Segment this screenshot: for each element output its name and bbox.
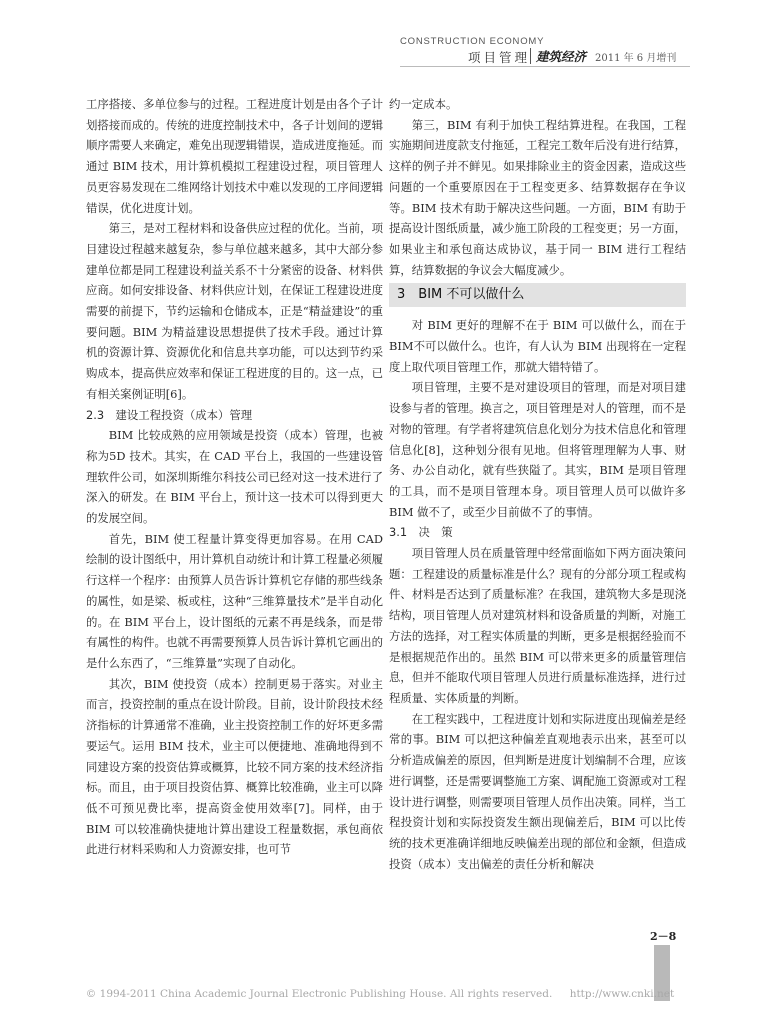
running-header: [400, 36, 690, 70]
right-column: [389, 94, 686, 874]
paragraph: 第三，BIM 有利于加快工程结算进程。在我国，工程实施期间进度款支付拖延，工程完工数年后没有进行结算，这样的例子并不鲜见。如果排除业主的资金因素，造成这些问题的一个重要原因在于工程变更多、结算数据存在争议等。BIM 技术有助于解决这些问题。一方面，BIM 有助于提高设计图纸质量，减少施工阶段的工程变更；另一方面，如果业主和承包商达成协议，基于同一 BIM 进行工程结算，结算数据的争议会大幅度减少。: [389, 117, 686, 277]
footer-url: http://www.cnki.net: [569, 988, 675, 1000]
copyright-footer: [0, 988, 760, 1000]
paragraph: 约一定成本。: [389, 97, 458, 111]
left-column: [86, 94, 383, 860]
paragraph: BIM 比较成熟的应用领域是投资（成本）管理，也被称为5D 技术。其实，在 CAD 平台上，我国的一些建设管理软件公司，如深圳斯维尔科技公司已经对这一技术进行了深入的研发。在 BIM 平台上，预计这一技术可以得到更大的发展空间。: [86, 428, 383, 526]
copyright-text: © 1994-2011 China Academic Journal Electronic Publishing House. All rights reserved.: [85, 988, 553, 1000]
subsection-heading: 2.3 建设工程投资（成本）管理: [86, 407, 253, 422]
issue-date: 2011 年 6 月增刊: [595, 53, 677, 64]
paragraph: 项目管理人员在质量管理中经常面临如下两方面决策问题：工程建设的质量标准是什么？现有的分部分项工程或构件、材料是否达到了质量标准？在我国，建筑物大多是现浇结构，项目管理人员对建筑材料和设备质量的判断，对施工方法的选择，对工程实体质量的判断，更多是根据经验而不是根据规范作出的。虽然 BIM 可以带来更多的质量管理信息，但并不能取代项目管理人员进行质量标准选择，进行过程质量、实体质量的判断。: [389, 546, 686, 705]
journal-logo: 建筑经济: [536, 49, 587, 64]
paragraph: 其次，BIM 使投资（成本）控制更易于落实。对业主而言，投资控制的重点在设计阶段。目前，设计阶段技术经济指标的计算通常不准确，业主投资控制工作的好坏更多需要运气。运用 BIM 技术，业主可以便捷地、准确地得到不同建设方案的投资估算或概算，比较不同方案的技术经济指标。而且，由于项目投资估算、概算比较准确，业主可以降低不可预见费比率，提高资金使用效率[7]。同样，由于 BIM 可以较准确快捷地计算出建设工程量数据，承包商依此进行材料采购和人力资源安排，也可节: [86, 676, 383, 857]
paragraph: 工序搭接、多单位参与的过程。工程进度计划是由各个子计划搭接而成的。传统的进度控制技术中，各子计划间的逻辑顺序需要人来确定，难免出现逻辑错误，造成进度拖延。而通过 BIM 技术，用计算机模拟工程建设过程，项目管理人员更容易发现在二维网络计划技术中难以发现的工序间逻辑错误，优化进度计划。: [86, 97, 383, 215]
paragraph: 在工程实践中，工程进度计划和实际进度出现偏差是经常的事。BIM 可以把这种偏差直观地表示出来，甚至可以分析造成偏差的原因，但判断是进度计划编制不合理，应该进行调整，还是需要调整施工方案、调配施工资源或对工程设计进行调整，则需要项目管理人员作出决策。同样，当工程投资计划和实际投资发生额出现偏差后，BIM 可以比传统的技术更准确详细地反映偏差出现的部位和金额，但造成投资（成本）支出偏差的责任分析和解决: [389, 711, 686, 871]
paragraph: 对 BIM 更好的理解不在于 BIM 可以做什么，而在于BIM不可以做什么。也许，有人认为 BIM 出现将在一定程度上取代项目管理工作，那就大错特错了。: [389, 318, 686, 374]
paragraph: 项目管理，主要不是对建设项目的管理，而是对项目建设参与者的管理。换言之，项目管理是对人的管理，而不是对物的管理。有学者将建筑信息化划分为技术信息化和管理信息化[8]，这种划分很有见地。但将管理理解为人事、财务、办公自动化，就有些狭隘了。其实，BIM 是项目管理的工具，而不是项目管理本身。项目管理人员可以做许多BIM 做不了，或至少目前做不了的事情。: [389, 380, 686, 519]
paragraph: 第三，是对工程材料和设备供应过程的优化。当前，项目建设过程越来越复杂，参与单位越来越多，其中大部分参建单位都是同工程建设利益关系不十分紧密的设备、材料供应商。如何安排设备、材料供应计划，在保证工程建设进度需要的前提下，节约运输和仓储成本，正是“精益建设”的重要问题。BIM 为精益建设思想提供了技术手段。通过计算机的资源计算、资源优化和信息共享功能，可以达到节约采购成本，提高供应效率和保证工程进度的目的。这一点，已有相关案例证明[6]。: [86, 221, 383, 401]
subsection-heading: 3.1 决 策: [389, 525, 453, 540]
column-title: 项目管理: [468, 50, 531, 65]
page-number: 2－8: [650, 930, 677, 943]
journal-name-english: CONSTRUCTION ECONOMY: [400, 36, 545, 47]
paragraph: 首先，BIM 使工程量计算变得更加容易。在用 CAD 绘制的设计图纸中，用计算机自动统计和计算工程量必须履行这样一个程序：由预算人员告诉计算机它存储的那些线条的属性，如是梁、板或柱，这种“三维算量技术”是半自动化的。在 BIM 平台上，设计图纸的元素不再是线条，而是带有属性的构件。也就不再需要预算人员告诉计算机它画出的是什么东西了，“三维算量”实现了自动化。: [86, 531, 383, 670]
section-heading: 3 BIM 不可以做什么: [389, 283, 686, 307]
header-rule: [400, 66, 690, 67]
header-divider: [530, 48, 531, 64]
